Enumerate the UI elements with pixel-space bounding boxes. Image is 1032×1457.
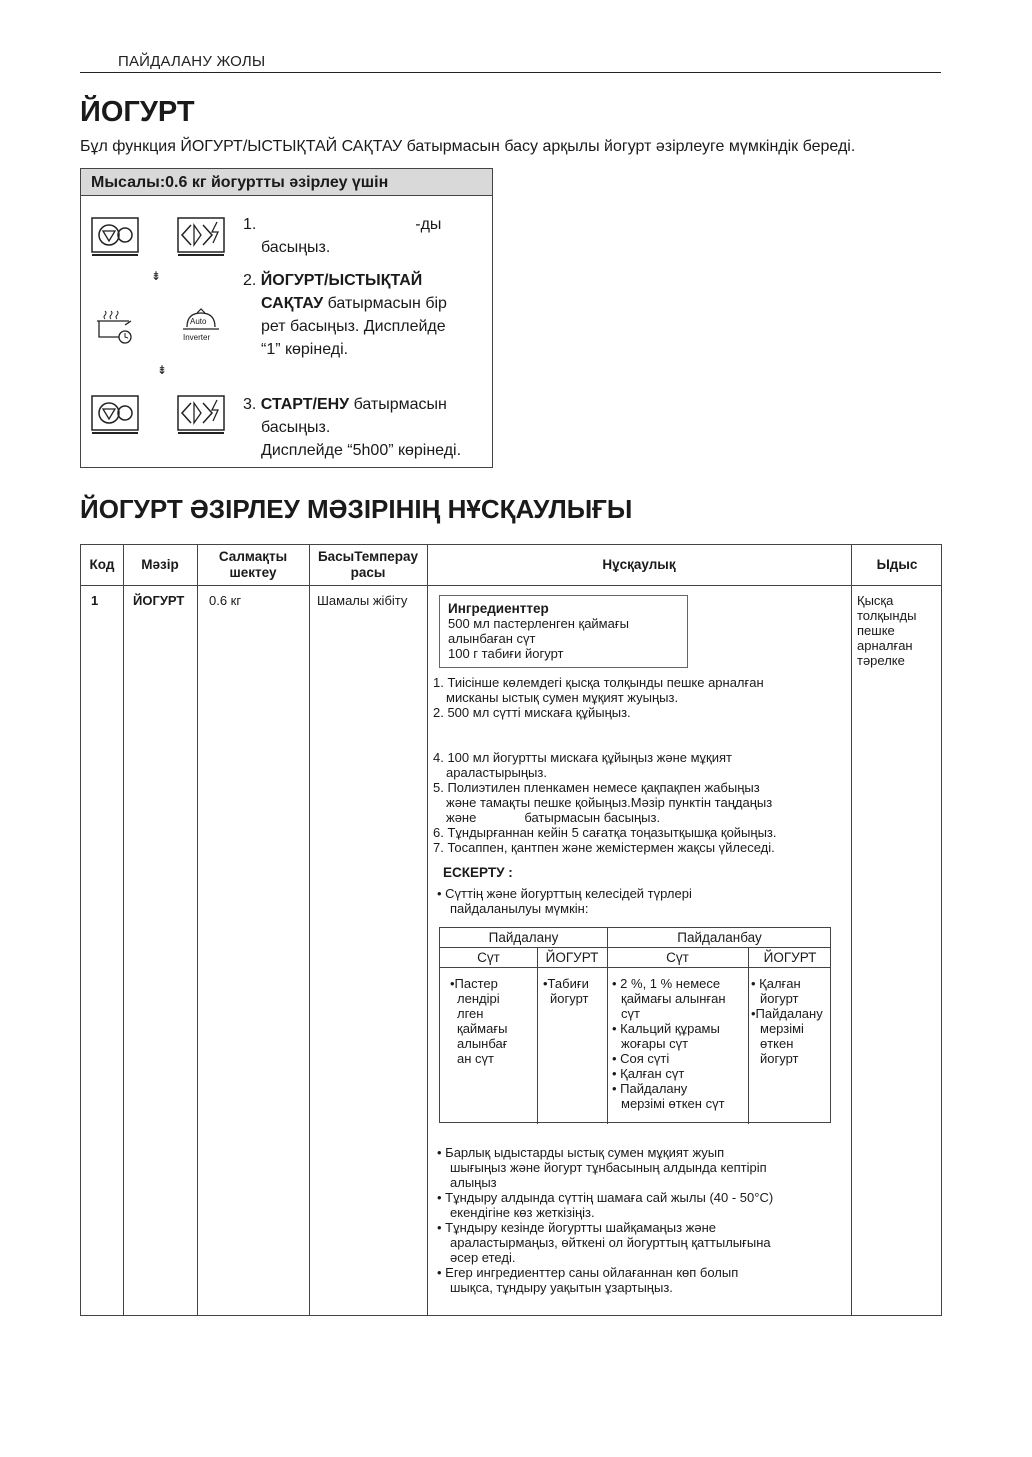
menu-guide-table (80, 544, 942, 1316)
auto-label: Auto (190, 317, 207, 326)
start-enter-button-icon (177, 217, 223, 255)
use-milk-cell: •Пастер лендірі лген қаймағы алынбағ ан сүт (450, 976, 508, 1066)
row-dish: Қысқа толқынды пешке арналған тәрелке (857, 593, 917, 668)
col-header-dish: Ыдыс (876, 557, 918, 572)
stop-clear-button-icon (91, 395, 137, 433)
col-header-code: Код (89, 557, 115, 572)
header-rule (80, 72, 941, 73)
auto-inverter-button-icon (177, 305, 223, 343)
start-enter-button-icon (177, 395, 223, 433)
use-milk-header: Сүт (477, 950, 500, 965)
use-header: Пайдалану (488, 930, 559, 945)
warning-heading: ЕСКЕРТУ : (443, 865, 513, 880)
inverter-label: Inverter (183, 333, 211, 342)
instructions-part1: 1. Тиісінше көлемдегі қысқа толқынды пешке арналған мисканы ыстық сумен мұқият жуыңыз. 2. 500 мл сүтті мискаға құйыңыз. (433, 675, 764, 720)
running-header: ПАЙДАЛАНУ ЖОЛЫ (118, 53, 266, 70)
down-arrow-icon: ⇟ (157, 363, 168, 377)
not-use-yogurt-cell: • Қалған йогурт •Пайдалану мерзімі өткен йогурт (751, 976, 823, 1066)
page-title: ЙОГУРТ (80, 96, 195, 128)
row-temp: Шамалы жібіту (317, 593, 408, 608)
ingredients-box: Ингредиенттер 500 мл пастерленген қаймағы алынбаған сүт 100 г табиғи йогурт (439, 595, 688, 668)
not-use-header: Пайдаланбау (677, 930, 762, 945)
step-2: 2. ЙОГУРТ/ЫСТЫҚТАЙ САҚТАУ батырмасын бір рет басыңыз. Дисплейде “1” көрінеді. (243, 272, 447, 358)
use-yogurt-cell: •Табиғи йогурт (543, 976, 589, 1006)
col-header-weight: Салмақты шектеу (218, 549, 288, 580)
instructions-part2: 4. 100 мл йогуртты мискаға құйыңыз және мұқият араластырыңыз. 5. Полиэтилен пленкамен немесе қақпақпен жабыңыз және тамақты пешке қойыңыз.Мәзір пунктін таңдаңыз және батырмасын басыңыз. 6. Тұндырғаннан кейін 5 сағатқа тоңазытқышқа қойыңыз. 7. Тосаппен, қантпен және жемістермен жақсы үйлеседі. (433, 750, 777, 855)
intro-text: Бұл функция ЙОГУРТ/ЫСТЫҚТАЙ САҚТАУ батырмасын басу арқылы йогурт әзірлеуге мүмкіндік береді. (80, 138, 856, 155)
col-header-instructions: Нұсқаулық (602, 557, 676, 572)
guide-title: ЙОГУРТ ӘЗІРЛЕУ МӘЗІРІНІҢ НҰСҚАУЛЫҒЫ (80, 494, 633, 524)
example-heading: Мысалы:0.6 кг йогуртты әзірлеу үшін (81, 169, 492, 196)
row-weight: 0.6 кг (209, 593, 242, 608)
not-use-milk-header: Сүт (666, 950, 689, 965)
milk-types-table (439, 927, 831, 1123)
row-code: 1 (91, 593, 99, 608)
notes-list: • Барлық ыдыстарды ыстық сумен мұқият жуып шығыңыз және йогурт тұнбасының алдында кептіріп алыңыз • Тұндыру алдында сүттің шамаға сай жылы (40 - 50°C) екендігіне көз жеткізіңіз. • Тұндыру кезінде йогуртты шайқамаңыз және араластырмаңыз, өйткені ол йогурттың қаттылығына әсер етеді. • Егер ингредиенттер саны ойлағаннан көп болып шықса, тұндыру уақытын ұзартыңыз. (437, 1145, 774, 1295)
down-arrow-icon: ⇟ (151, 269, 162, 283)
warning-text: • Сүттің және йогурттың келесідей түрлері пайдаланылуы мүмкін: (437, 886, 692, 916)
use-yogurt-header: ЙОГУРТ (545, 950, 599, 965)
yogurt-warm-button-icon (91, 307, 137, 345)
step-1: 1. -ды басыңыз. (243, 216, 442, 256)
example-box (80, 168, 493, 468)
row-menu: ЙОГУРТ (133, 593, 185, 608)
col-header-temp: БасыТемперау расы (317, 549, 419, 580)
stop-clear-button-icon (91, 217, 137, 255)
not-use-milk-cell: • 2 %, 1 % немесе қаймағы алынған сүт • Кальций құрамы жоғары сүт • Соя сүті • Қалған сүт • Пайдалану мерзімі өткен сүт (612, 976, 726, 1111)
not-use-yogurt-header: ЙОГУРТ (763, 950, 817, 965)
col-header-menu: Мәзір (141, 557, 179, 572)
step-3: 3. СТАРТ/ЕНУ батырмасын басыңыз. Дисплейде “5h00” көрінеді. (243, 396, 462, 459)
